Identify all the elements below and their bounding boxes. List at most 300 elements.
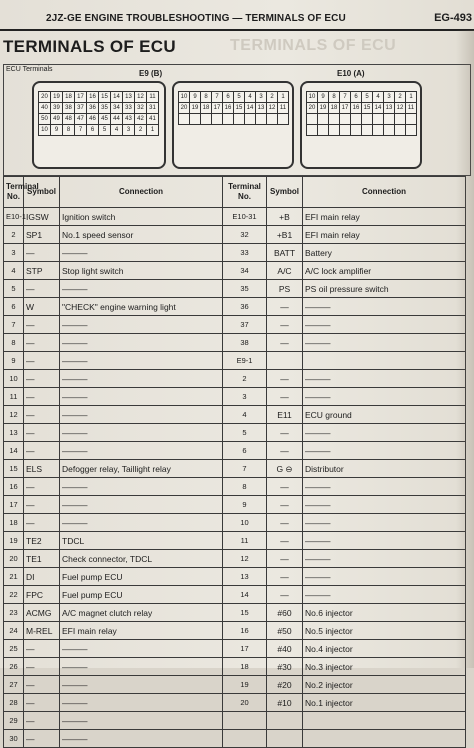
connector-pin: 12 xyxy=(135,92,146,102)
connector-pin: 6 xyxy=(351,92,361,102)
table-row xyxy=(4,406,466,424)
left-connection-cell: "CHECK" engine warning light xyxy=(60,298,223,316)
connector-pin: 49 xyxy=(51,114,62,124)
connector-pin xyxy=(223,114,233,124)
connector-pin xyxy=(318,114,328,124)
left-symbol-cell: FPC xyxy=(24,586,60,604)
right-connection-cell: ——— xyxy=(303,424,466,442)
connector-pin: 40 xyxy=(39,103,50,113)
connector-pin: 9 xyxy=(51,125,62,135)
connector-pin: 4 xyxy=(373,92,383,102)
connector-pin: 15 xyxy=(235,105,243,111)
right-connection-cell: Battery xyxy=(303,244,466,262)
left-connection-cell: Fuel pump ECU xyxy=(60,568,223,586)
connector-pin xyxy=(384,125,394,135)
connector-pin xyxy=(201,114,211,124)
table-row xyxy=(4,496,466,514)
right-connection-cell: EFI main relay xyxy=(303,226,466,244)
connector-e9b-housing xyxy=(172,81,294,169)
connector-pin: 34 xyxy=(111,103,122,113)
left-terminal-cell: 22 xyxy=(4,586,24,604)
left-symbol-cell: — xyxy=(24,406,60,424)
left-connection-cell: ——— xyxy=(60,244,223,262)
left-connection-cell: Stop light switch xyxy=(60,262,223,280)
left-symbol-cell: — xyxy=(24,658,60,676)
table-row xyxy=(4,712,466,730)
connector-pin: 50 xyxy=(39,114,50,124)
left-terminal-cell: 6 xyxy=(4,298,24,316)
bleed-through-title: TERMINALS OF ECU xyxy=(230,37,397,54)
left-connection-cell: ——— xyxy=(60,496,223,514)
table-row xyxy=(4,424,466,442)
right-symbol-cell: #10 xyxy=(267,694,303,712)
right-terminal-cell: 11 xyxy=(223,532,267,550)
left-terminal-cell: 29 xyxy=(4,712,24,730)
right-symbol-cell: BATT xyxy=(267,244,303,262)
left-terminal-cell: 25 xyxy=(4,640,24,658)
connector-pin: 15 xyxy=(99,92,110,102)
right-symbol-cell: G ⊖ xyxy=(267,460,303,478)
table-row xyxy=(4,460,466,478)
table-row xyxy=(4,730,466,748)
right-symbol-cell: — xyxy=(267,478,303,496)
table-row xyxy=(4,604,466,622)
connector-pin: 11 xyxy=(407,105,415,111)
right-connection-cell: No.2 injector xyxy=(303,676,466,694)
right-symbol-cell: #40 xyxy=(267,640,303,658)
left-connection-cell: ——— xyxy=(60,676,223,694)
left-terminal-cell: 10 xyxy=(4,370,24,388)
table-row xyxy=(4,262,466,280)
connector-pin: 16 xyxy=(87,92,98,102)
table-row xyxy=(4,550,466,568)
right-connection-cell: ——— xyxy=(303,370,466,388)
right-connection-cell: No.1 injector xyxy=(303,694,466,712)
col-symbol-right: Symbol xyxy=(267,177,303,208)
left-connection-cell: ——— xyxy=(60,370,223,388)
right-symbol-cell xyxy=(267,730,303,748)
connector-pin: 18 xyxy=(202,105,210,111)
right-terminal-cell: 9 xyxy=(223,496,267,514)
left-terminal-cell: E10-1 xyxy=(4,208,24,226)
connector-pin: 20 xyxy=(180,105,188,111)
table-row xyxy=(4,622,466,640)
terminal-table xyxy=(3,176,466,748)
connector-pin xyxy=(340,125,350,135)
left-symbol-cell: — xyxy=(24,424,60,442)
right-symbol-cell: E11 xyxy=(267,406,303,424)
right-symbol-cell xyxy=(267,352,303,370)
right-terminal-cell: 38 xyxy=(223,334,267,352)
left-connection-cell: ——— xyxy=(60,514,223,532)
col-terminal-left: Terminal No. xyxy=(4,177,24,208)
connector-pin: 42 xyxy=(135,114,146,124)
connector-pin xyxy=(267,114,277,124)
ecu-connector-diagram xyxy=(3,64,471,176)
left-symbol-cell: — xyxy=(24,514,60,532)
right-connection-cell xyxy=(303,712,466,730)
connector-pin xyxy=(362,125,372,135)
right-terminal-cell xyxy=(223,712,267,730)
connector-pin: 5 xyxy=(99,125,110,135)
connector-pin xyxy=(278,114,288,124)
right-terminal-cell: 19 xyxy=(223,676,267,694)
right-terminal-cell: 17 xyxy=(223,640,267,658)
connector-pin: 19 xyxy=(319,105,327,111)
col-connection-left: Connection xyxy=(60,177,223,208)
table-row xyxy=(4,532,466,550)
connector-pin: 46 xyxy=(87,114,98,124)
right-symbol-cell xyxy=(267,712,303,730)
left-connection-cell: ——— xyxy=(60,280,223,298)
connector-tag-e9: E9 (B) xyxy=(139,69,163,78)
connector-pin xyxy=(256,114,266,124)
connector-pin xyxy=(245,114,255,124)
table-row xyxy=(4,316,466,334)
right-symbol-cell: PS xyxy=(267,280,303,298)
connector-pin: 4 xyxy=(111,125,122,135)
connector-pin: 33 xyxy=(123,103,134,113)
left-terminal-cell: 8 xyxy=(4,334,24,352)
left-symbol-cell: — xyxy=(24,676,60,694)
left-symbol-cell: M-REL xyxy=(24,622,60,640)
right-connection-cell: ——— xyxy=(303,496,466,514)
connector-e9-housing xyxy=(32,81,166,169)
col-terminal-right: Terminal No. xyxy=(223,177,267,208)
left-symbol-cell: — xyxy=(24,244,60,262)
right-terminal-cell: 10 xyxy=(223,514,267,532)
table-row xyxy=(4,298,466,316)
left-terminal-cell: 5 xyxy=(4,280,24,298)
connector-pin: 2 xyxy=(135,125,146,135)
left-terminal-cell: 13 xyxy=(4,424,24,442)
connector-pin xyxy=(406,125,416,135)
right-symbol-cell: — xyxy=(267,442,303,460)
right-symbol-cell: — xyxy=(267,514,303,532)
table-header-row xyxy=(4,177,466,208)
left-terminal-cell: 14 xyxy=(4,442,24,460)
left-terminal-cell: 17 xyxy=(4,496,24,514)
connector-pin xyxy=(351,125,361,135)
connector-pin xyxy=(190,114,200,124)
connector-pin: 41 xyxy=(147,114,158,124)
col-symbol-left: Symbol xyxy=(24,177,60,208)
left-symbol-cell: TE1 xyxy=(24,550,60,568)
right-symbol-cell: #60 xyxy=(267,604,303,622)
connector-pin: 15 xyxy=(363,105,371,111)
connector-pin: 1 xyxy=(278,92,288,102)
right-terminal-cell: 35 xyxy=(223,280,267,298)
section-title: TERMINALS OF ECU xyxy=(3,37,176,56)
right-terminal-cell: 13 xyxy=(223,568,267,586)
left-symbol-cell: ACMG xyxy=(24,604,60,622)
left-symbol-cell: IGSW xyxy=(24,208,60,226)
connector-pin: 12 xyxy=(268,105,276,111)
connector-pin: 3 xyxy=(123,125,134,135)
diagram-label: ECU Terminals xyxy=(6,66,53,73)
right-symbol-cell: A/C xyxy=(267,262,303,280)
left-terminal-cell: 28 xyxy=(4,694,24,712)
connector-pin: 6 xyxy=(87,125,98,135)
left-symbol-cell: — xyxy=(24,316,60,334)
connector-pin: 3 xyxy=(384,92,394,102)
right-connection-cell: PS oil pressure switch xyxy=(303,280,466,298)
connector-pin: 18 xyxy=(63,92,74,102)
connector-pin: 16 xyxy=(352,105,360,111)
connector-pin: 17 xyxy=(75,92,86,102)
left-symbol-cell: — xyxy=(24,496,60,514)
connector-pin: 8 xyxy=(329,92,339,102)
left-symbol-cell: ELS xyxy=(24,460,60,478)
connector-pin: 7 xyxy=(340,92,350,102)
connector-pin: 20 xyxy=(308,105,316,111)
connector-pin: 31 xyxy=(147,103,158,113)
left-connection-cell: Fuel pump ECU xyxy=(60,586,223,604)
connector-pin: 2 xyxy=(267,92,277,102)
connector-pin: 20 xyxy=(39,92,50,102)
right-connection-cell: ——— xyxy=(303,388,466,406)
left-connection-cell: ——— xyxy=(60,334,223,352)
left-symbol-cell: — xyxy=(24,712,60,730)
table-row xyxy=(4,640,466,658)
connector-pin: 7 xyxy=(212,92,222,102)
left-terminal-cell: 15 xyxy=(4,460,24,478)
right-terminal-cell: 37 xyxy=(223,316,267,334)
left-connection-cell: A/C magnet clutch relay xyxy=(60,604,223,622)
right-connection-cell xyxy=(303,352,466,370)
table-row xyxy=(4,586,466,604)
connector-pin: 8 xyxy=(201,92,211,102)
left-terminal-cell: 2 xyxy=(4,226,24,244)
left-connection-cell: ——— xyxy=(60,388,223,406)
right-terminal-cell: 32 xyxy=(223,226,267,244)
right-connection-cell: ——— xyxy=(303,442,466,460)
connector-pin: 10 xyxy=(308,94,316,100)
right-terminal-cell: 2 xyxy=(223,370,267,388)
table-row xyxy=(4,208,466,226)
left-terminal-cell: 16 xyxy=(4,478,24,496)
left-symbol-cell: STP xyxy=(24,262,60,280)
connector-pin xyxy=(212,114,222,124)
right-connection-cell: Distributor xyxy=(303,460,466,478)
left-symbol-cell: W xyxy=(24,298,60,316)
connector-pin xyxy=(351,114,361,124)
connector-pin: 19 xyxy=(191,105,199,111)
right-connection-cell: ECU ground xyxy=(303,406,466,424)
right-terminal-cell: E9-1 xyxy=(223,352,267,370)
right-terminal-cell: 20 xyxy=(223,694,267,712)
right-symbol-cell: — xyxy=(267,550,303,568)
right-symbol-cell: — xyxy=(267,424,303,442)
left-connection-cell: ——— xyxy=(60,442,223,460)
connector-pin xyxy=(307,125,317,135)
right-connection-cell: ——— xyxy=(303,532,466,550)
right-terminal-cell: 5 xyxy=(223,424,267,442)
connector-pin: 3 xyxy=(256,92,266,102)
connector-pin: 13 xyxy=(123,92,134,102)
connector-mid-pins xyxy=(178,91,289,125)
left-connection-cell: ——— xyxy=(60,352,223,370)
connector-pin: 37 xyxy=(75,103,86,113)
connector-pin xyxy=(234,114,244,124)
connector-pin xyxy=(362,114,372,124)
connector-pin xyxy=(373,125,383,135)
table-row xyxy=(4,568,466,586)
left-terminal-cell: 26 xyxy=(4,658,24,676)
right-connection-cell: ——— xyxy=(303,478,466,496)
right-symbol-cell: — xyxy=(267,370,303,388)
left-connection-cell: ——— xyxy=(60,712,223,730)
left-symbol-cell: — xyxy=(24,730,60,748)
left-terminal-cell: 23 xyxy=(4,604,24,622)
table-row xyxy=(4,334,466,352)
connector-pin: 2 xyxy=(395,92,405,102)
right-terminal-cell: 18 xyxy=(223,658,267,676)
right-connection-cell: No.5 injector xyxy=(303,622,466,640)
connector-pin: 47 xyxy=(75,114,86,124)
right-terminal-cell: 14 xyxy=(223,586,267,604)
table-row xyxy=(4,370,466,388)
connector-pin: 13 xyxy=(257,105,265,111)
right-symbol-cell: — xyxy=(267,586,303,604)
right-connection-cell: No.3 injector xyxy=(303,658,466,676)
left-connection-cell: ——— xyxy=(60,730,223,748)
right-connection-cell xyxy=(303,730,466,748)
connector-pin xyxy=(318,125,328,135)
left-symbol-cell: — xyxy=(24,478,60,496)
table-row xyxy=(4,694,466,712)
right-terminal-cell: 33 xyxy=(223,244,267,262)
connector-pin xyxy=(406,114,416,124)
left-connection-cell: ——— xyxy=(60,316,223,334)
right-symbol-cell: #20 xyxy=(267,676,303,694)
left-terminal-cell: 12 xyxy=(4,406,24,424)
left-symbol-cell: — xyxy=(24,442,60,460)
right-symbol-cell: #50 xyxy=(267,622,303,640)
right-connection-cell: EFI main relay xyxy=(303,208,466,226)
table-row xyxy=(4,280,466,298)
right-symbol-cell: — xyxy=(267,496,303,514)
connector-pin: 18 xyxy=(330,105,338,111)
left-terminal-cell: 30 xyxy=(4,730,24,748)
connector-pin: 44 xyxy=(111,114,122,124)
left-terminal-cell: 21 xyxy=(4,568,24,586)
right-terminal-cell: 16 xyxy=(223,622,267,640)
connector-pin: 6 xyxy=(223,92,233,102)
connector-pin xyxy=(329,114,339,124)
connector-e10-pins xyxy=(306,91,417,136)
left-connection-cell: ——— xyxy=(60,658,223,676)
left-connection-cell: ——— xyxy=(60,694,223,712)
left-symbol-cell: — xyxy=(24,388,60,406)
right-terminal-cell: 12 xyxy=(223,550,267,568)
connector-tag-e10: E10 (A) xyxy=(337,69,365,78)
col-connection-right: Connection xyxy=(303,177,466,208)
table-row xyxy=(4,442,466,460)
left-symbol-cell: — xyxy=(24,280,60,298)
left-symbol-cell: SP1 xyxy=(24,226,60,244)
right-symbol-cell: — xyxy=(267,298,303,316)
table-row xyxy=(4,478,466,496)
left-connection-cell: Check connector, TDCL xyxy=(60,550,223,568)
connector-pin: 17 xyxy=(213,105,221,111)
right-terminal-cell: 3 xyxy=(223,388,267,406)
connector-e10-housing xyxy=(300,81,422,169)
left-connection-cell: TDCL xyxy=(60,532,223,550)
connector-pin xyxy=(307,114,317,124)
connector-pin xyxy=(373,114,383,124)
right-terminal-cell: 6 xyxy=(223,442,267,460)
connector-e9-pins xyxy=(38,91,159,136)
left-connection-cell: Defogger relay, Taillight relay xyxy=(60,460,223,478)
right-symbol-cell: — xyxy=(267,568,303,586)
table-row xyxy=(4,352,466,370)
right-connection-cell: ——— xyxy=(303,586,466,604)
connector-pin: 36 xyxy=(87,103,98,113)
left-terminal-cell: 9 xyxy=(4,352,24,370)
connector-pin: 5 xyxy=(362,92,372,102)
connector-pin: 14 xyxy=(374,105,382,111)
left-connection-cell: ——— xyxy=(60,406,223,424)
connector-pin xyxy=(179,114,189,124)
left-symbol-cell: DI xyxy=(24,568,60,586)
connector-pin xyxy=(329,125,339,135)
connector-pin: 9 xyxy=(318,92,328,102)
table-row xyxy=(4,676,466,694)
right-terminal-cell: E10-31 xyxy=(223,208,267,226)
left-terminal-cell: 7 xyxy=(4,316,24,334)
right-terminal-cell: 8 xyxy=(223,478,267,496)
connector-pin: 8 xyxy=(63,125,74,135)
left-symbol-cell: — xyxy=(24,640,60,658)
header-title: 2JZ-GE ENGINE TROUBLESHOOTING — TERMINALS OF ECU xyxy=(46,13,346,24)
left-connection-cell: ——— xyxy=(60,424,223,442)
connector-pin: 10 xyxy=(180,94,188,100)
left-symbol-cell: — xyxy=(24,370,60,388)
connector-pin: 39 xyxy=(51,103,62,113)
connector-pin: 11 xyxy=(147,92,158,102)
connector-pin xyxy=(384,114,394,124)
connector-pin: 14 xyxy=(246,105,254,111)
left-connection-cell: No.1 speed sensor xyxy=(60,226,223,244)
page-number: EG-493 xyxy=(434,12,472,24)
connector-pin: 4 xyxy=(245,92,255,102)
left-connection-cell: Ignition switch xyxy=(60,208,223,226)
connector-pin: 1 xyxy=(406,92,416,102)
right-symbol-cell: +B xyxy=(267,208,303,226)
right-connection-cell: ——— xyxy=(303,514,466,532)
table-row xyxy=(4,226,466,244)
connector-pin: 14 xyxy=(111,92,122,102)
right-terminal-cell: 34 xyxy=(223,262,267,280)
connector-pin: 11 xyxy=(279,105,287,111)
connector-pin: 48 xyxy=(63,114,74,124)
connector-pin: 7 xyxy=(75,125,86,135)
right-connection-cell: ——— xyxy=(303,550,466,568)
right-terminal-cell: 4 xyxy=(223,406,267,424)
left-terminal-cell: 24 xyxy=(4,622,24,640)
left-symbol-cell: — xyxy=(24,334,60,352)
connector-pin xyxy=(395,125,405,135)
right-terminal-cell: 7 xyxy=(223,460,267,478)
left-terminal-cell: 3 xyxy=(4,244,24,262)
right-connection-cell: No.6 injector xyxy=(303,604,466,622)
connector-pin: 45 xyxy=(99,114,110,124)
left-connection-cell: EFI main relay xyxy=(60,622,223,640)
right-connection-cell: ——— xyxy=(303,568,466,586)
page-header xyxy=(0,10,474,30)
right-symbol-cell: — xyxy=(267,334,303,352)
